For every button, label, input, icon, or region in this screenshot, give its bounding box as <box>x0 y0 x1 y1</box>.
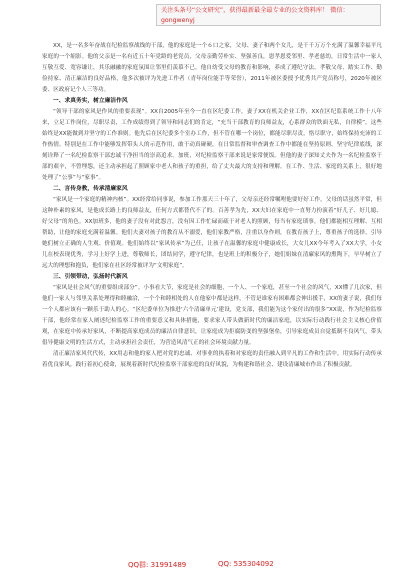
section-heading-3: 三、引领带动，弘扬时代新风 <box>53 274 128 280</box>
section-heading-1: 一、求真务实，树立廉洁作风 <box>53 98 128 104</box>
section-heading-2: 二、言传身教，传承清廉家风 <box>53 186 128 192</box>
article-body <box>42 41 382 371</box>
paragraph-section-2: “家风是一个家庭的精神内核”。XX经常给同事说，参加工作那天三十年了，父母亲还经常嘱咐他要好好工作，父母的话虽然平常，但这种朴素的家风，是他成长路上的良师益友，任何方式都替代不了的。百善孝为先，XX夫妇在家庭中一直努力扮演着“好儿子、好儿媳、好父母”的角色。XX加班多，他的妻子没有对此怨言，没有因工作忙碌而疏于对老人的照顾，每当有家庭琐事，他们都能相互理解、互相帮助，让他的家庭充满着温馨。他们夫妻对孩子的教育从不溺爱，他们家教严格，注重以身作则，在教育孩子上，尊重孩子的选择，引导她们树立正确的人生观、价值观。他们始终以“家风传承”为己任，让孩子在温馨的家庭中健康成长，大女儿XX今年考入了XX大学，小女儿在校表现优秀，学习上好学上进，尊敬师长，团结同学，遵守纪律，也是班上的积极分子，她们姐妹在清廉家风的熏陶下，早早树立了远大的理想和抱负，他们家在社区经常被评为“文明家庭”。 <box>42 197 382 269</box>
footer-qq-number: QQ: 535304092 <box>218 560 274 568</box>
promo-banner <box>156 4 381 26</box>
paragraph-section-1: “领导干部的家风是作风的重要表现”。XX自2005年至今一直在区纪委工作，妻子XX在机关企业工作，XX在区纪监系统工作十八年来，立足工作岗位，尽职尽责，工作成绩得到了领导和同志们的肯定，“充当干部教育的良师益友，心系群众的铁面无私，自律模”，这些始终是XX能做到并坚守的工作准则。他先后在区纪委多个室办工作，但不管在哪一个岗位，都能尽职尽责，恪尽职守，始终保持充沛的工作热情。特别是在工作中能够发挥带头人的示范作用，敢于动真碰硬，在日常监督和审查调查工作中都能在坚持原则、坚守纪律底线，深刻诠释了一名纪检监察干部忠诚干净担当的崇高追求。加班，对纪检监察干部来说是家常便饭。但他的妻子深知丈夫作为一名纪检监察干部的艰辛，不曾埋怨，还主动承担起了照顾家中老人和孩子的重担，给了丈夫最大的支持和理解。在工作、生活、家庭的关系上，很好地处理了“公事”与“家事”。 <box>42 109 382 181</box>
banner-wechat: 微信：gongwenyj <box>161 7 349 24</box>
footer-qq-group: QQ群: 31991489 <box>128 561 187 569</box>
paragraph-intro: XX，是一名多年奋战在纪检监察战线的干部，他的家庭是一个６口之家，父母、妻子和两个女儿，是千千万万个充满了温馨幸福平凡家庭的一个缩影。他的父亲是一名有近五十年党龄的老党员，父母亲勤劳朴实、坚强善良，恩孝恩爱邻里、孝老慈幼，日常生活中一家人互敬互爱、宽容谦让，其乐融融的家庭氛围让邻里们羡慕不已。他自幼受父母的教育和影响，养成了遵纪守法、孝敬父母、踏实工作、勤俭持家、清正廉洁的良好品格，他多次被评为先进工作者（青年岗位能手等荣誉），2011年被区委授予优秀共产党员称号，2020年被区委、区政府记个人三等功。 <box>42 43 382 93</box>
banner-text: 关注头条号“公文研究”，获得最新最全最专业的公文资料库！ <box>161 7 329 14</box>
footer-contacts <box>0 560 408 574</box>
paragraph-conclusion: 清正廉洁家风代代传，XX用志和他的家人把对党的忠诚、对事业的执着和对家庭的责任融入到平凡的工作和生活中，用实际行动传承着优良家风，践行着初心使命，展现着新时代纪检监察干部家庭的良好风貌，为构建和谐社会、建设清廉城市作出了积极贡献。 <box>42 351 382 368</box>
paragraph-section-3: “家风是社会风气的重要组成部分”。小事看大节，家庭是社会的细胞，一个人、一个家庭，甚至一个社会的风气，XX懂了几次家，但他们一家人与邻里关系处理得和睦融洽，一个个和睦相处的人在他家中都是这样，不管是谁家有困难都会伸出援手，XX的妻子说，我们每一个人都应该有一颗乐于助人的心。“区纪委单位为推进‘六个清廉单元’建设，党支部，我们能为这个家付出的很多”XX说，作为纪检监察干部，他经常在家人阐述纪检监察工作的重要意义和具体措施，要求家人带头做新时代的廉洁家庭，以实际行动践行社会主义核心价值观，在家庭中传承好家风，不断提高家庭成员的廉洁自律意识，让家庭成为拒腐防变的坚强堡垒，引导家庭成员自觉抵制不良风气，带头倡导健康文明的生活方式，主动承担社会责任，为营造风清气正的社会环境贡献力量。 <box>42 285 382 346</box>
